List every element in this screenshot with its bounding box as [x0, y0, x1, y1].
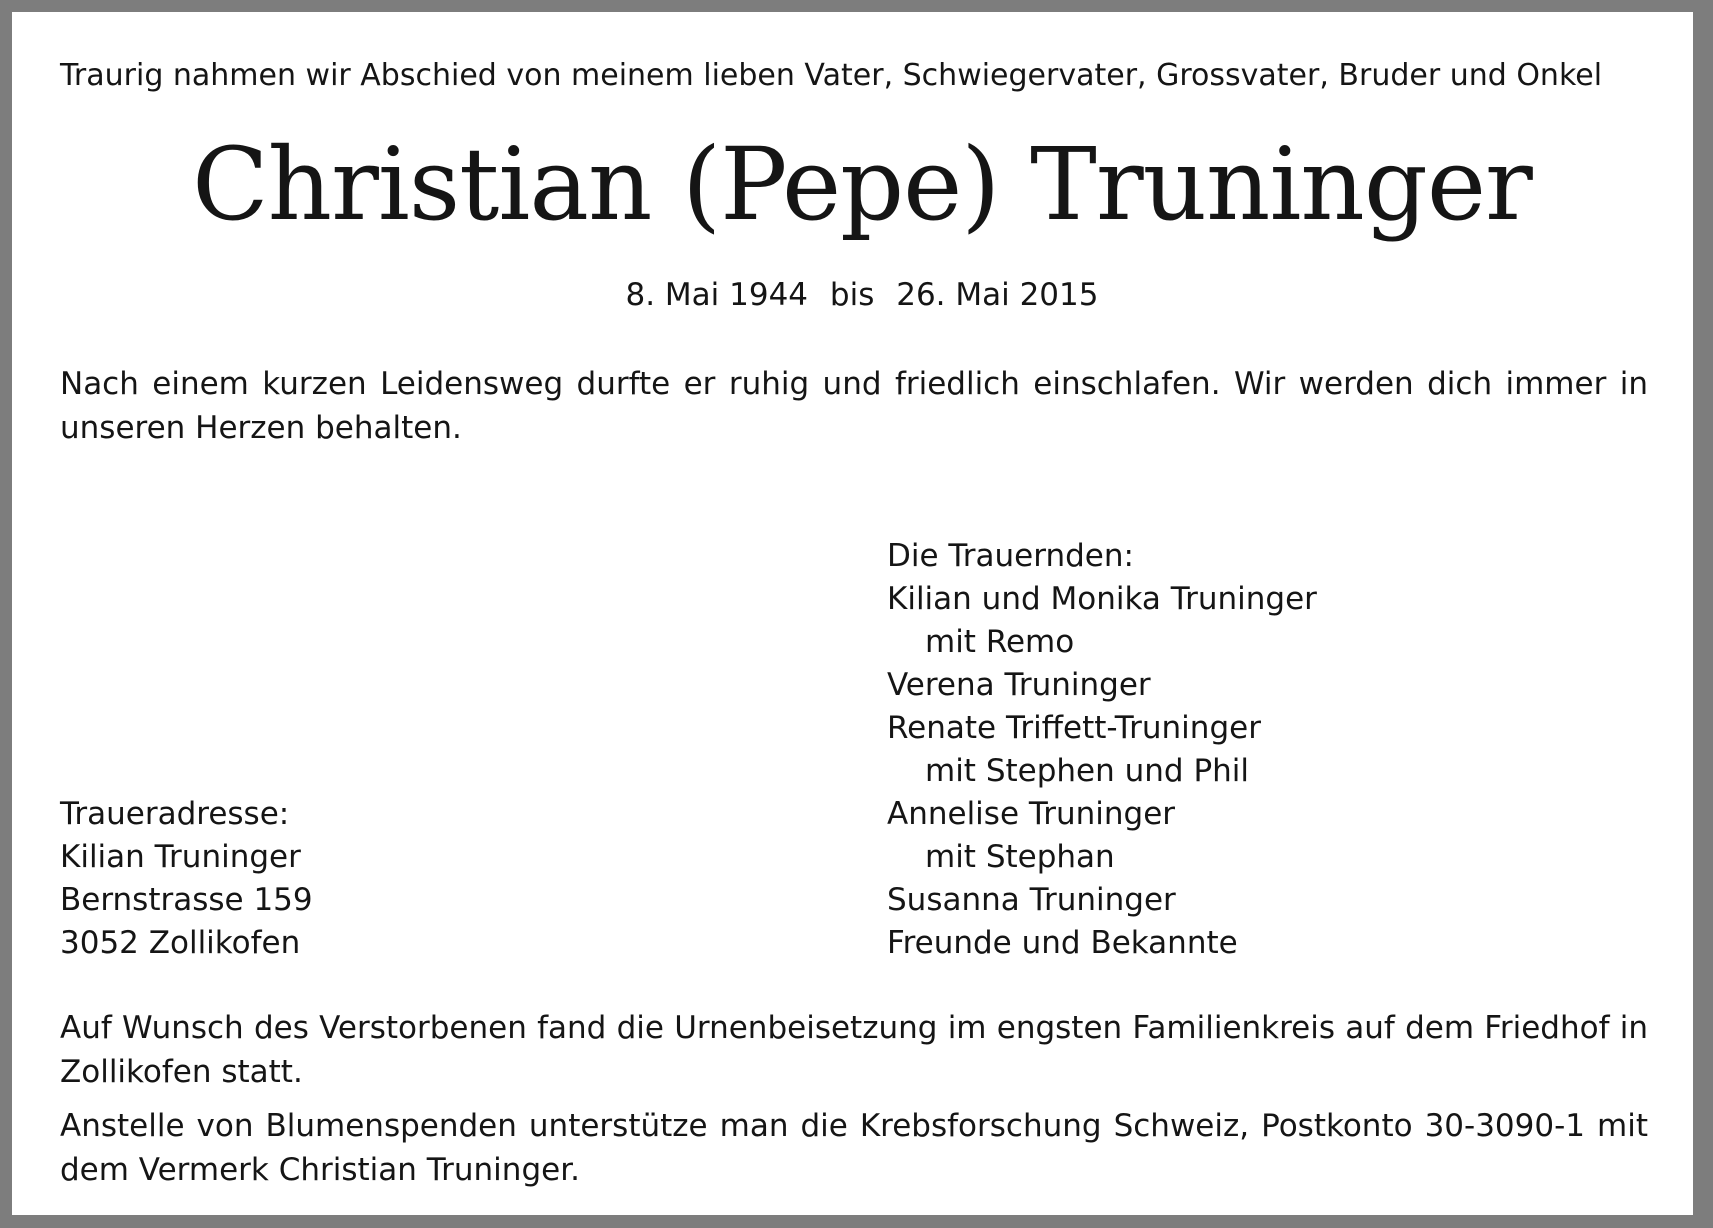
deceased-name: Christian (Pepe) Truninger — [192, 126, 1532, 243]
address-city: 3052 Zollikofen — [60, 925, 301, 961]
donation-note: Anstelle von Blumenspenden unterstütze man die Krebsforschung Schweiz, Postkonto 30-3090-1 mit dem Vermerk Christian Truninger. — [60, 1108, 1648, 1188]
mourner-line: mit Stephen und Phil — [925, 753, 1250, 789]
mourner-line: Susanna Truninger — [887, 882, 1176, 918]
mourner-line: mit Remo — [925, 624, 1075, 660]
mourner-line: Renate Triffett-Truninger — [887, 710, 1261, 746]
mourner-line: Kilian und Monika Truninger — [887, 581, 1317, 617]
life-dates — [12, 274, 1712, 316]
address-heading: Traueradresse: — [60, 796, 290, 832]
date-separator: bis — [829, 277, 875, 313]
farewell-message: Nach einem kurzen Leidensweg durfte er ruhig und friedlich einschlafen. Wir werden dich immer in unseren Herzen behalten. — [60, 366, 1648, 446]
mourner-line: Verena Truninger — [887, 667, 1151, 703]
birth-date: 8. Mai 1944 — [625, 277, 809, 313]
mourner-line: Annelise Truninger — [887, 796, 1176, 832]
mourner-line: mit Stephan — [925, 839, 1115, 875]
death-date: 26. Mai 2015 — [896, 277, 1099, 313]
mourner-line: Freunde und Bekannte — [887, 925, 1238, 961]
address-street: Bernstrasse 159 — [60, 882, 313, 918]
address-name: Kilian Truninger — [60, 839, 301, 875]
mourners-list — [887, 535, 1317, 965]
obituary-card — [12, 12, 1693, 1215]
mourners-heading: Die Trauernden: — [887, 538, 1134, 574]
mourning-address — [60, 793, 313, 965]
burial-note: Auf Wunsch des Verstorbenen fand die Urnenbeisetzung im engsten Familienkreis auf dem Friedhof in Zollikofen statt. — [60, 1010, 1648, 1090]
intro-line: Traurig nahmen wir Abschied von meinem lieben Vater, Schwiegervater, Grossvater, Bruder und Onkel — [60, 58, 1603, 93]
